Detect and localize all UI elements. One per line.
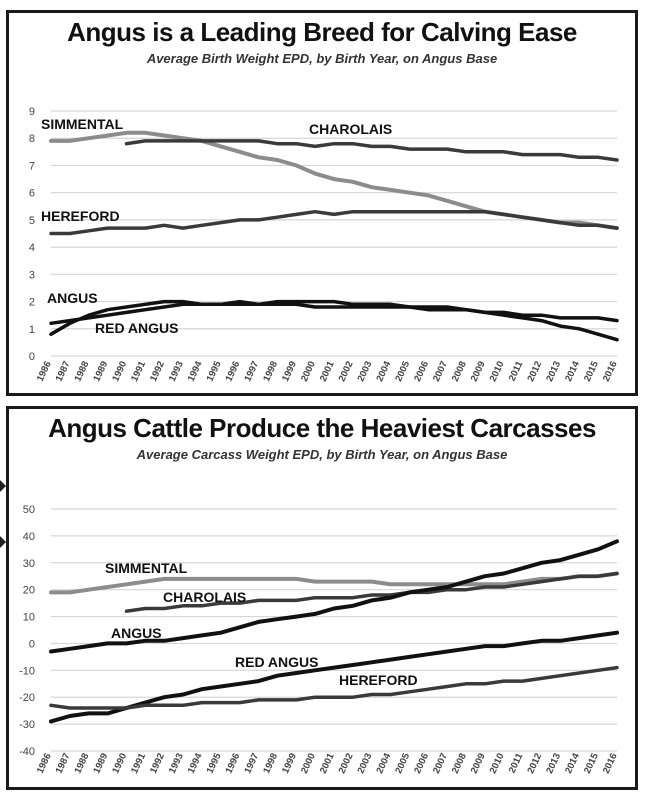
x-tick-label: 2012 [525,751,545,776]
x-tick-label: 1995 [204,359,224,384]
y-tick-label: 4 [28,242,35,255]
x-tick-label: 2004 [374,359,394,384]
chart-title: Angus is a Leading Breed for Calving Ease [67,17,577,47]
x-tick-label: 2009 [468,359,488,384]
x-tick-label: 2006 [412,751,432,776]
x-tick-label: 2010 [487,359,507,384]
x-tick-label: 1988 [72,751,92,776]
series-label: RED ANGUS [95,320,179,336]
x-tick-label: 2010 [487,751,507,776]
series-label: ANGUS [47,290,98,306]
x-tick-label: 1988 [72,359,92,384]
x-tick-label: 1996 [223,359,243,384]
x-tick-label: 1992 [148,751,167,776]
x-tick-label: 2008 [449,359,469,384]
series-line-charolais [127,141,618,160]
x-tick-label: 1994 [185,751,205,776]
x-tick-label: 1991 [129,359,149,384]
x-tick-label: 1993 [166,751,186,776]
x-tick-label: 1990 [110,751,130,776]
carcass-weight-chart-panel [6,406,638,790]
x-tick-label: 2013 [544,359,564,384]
x-tick-label: 2003 [355,751,375,776]
birth-weight-line-chart [9,13,635,393]
x-tick-label: 2007 [431,359,450,384]
x-tick-label: 2015 [581,359,601,384]
x-tick-label: 1989 [91,751,111,776]
series-line-hereford [51,668,617,708]
y-tick-label: 30 [22,557,35,570]
series-label: RED ANGUS [235,654,319,670]
series-line-hereford [51,212,617,234]
y-tick-label: 10 [22,611,35,624]
x-tick-label: 1995 [204,751,224,776]
series-label: SIMMENTAL [105,560,188,576]
x-tick-label: 1997 [242,359,262,384]
x-tick-label: 2001 [317,751,337,776]
x-tick-label: 2005 [393,751,413,776]
chart-subtitle: Average Carcass Weight EPD, by Birth Year, on Angus Base [136,447,508,462]
chart-title: Angus Cattle Produce the Heaviest Carcasses [48,413,596,443]
x-tick-label: 2008 [449,751,469,776]
x-tick-label: 2015 [581,751,601,776]
x-tick-label: 1991 [129,751,149,776]
x-tick-label: 1987 [53,359,73,384]
y-tick-label: 8 [28,133,35,146]
series-label: HEREFORD [339,672,418,688]
x-tick-label: 2004 [374,751,394,776]
x-tick-label: 2016 [600,751,620,776]
y-tick-label: 3 [28,269,35,282]
x-tick-label: 1987 [53,751,73,776]
x-tick-label: 2000 [298,359,318,384]
series-label: CHAROLAIS [163,589,247,605]
x-tick-label: 1992 [148,359,167,384]
series-label: SIMMENTAL [41,116,124,132]
y-tick-label: -10 [19,665,35,678]
x-tick-label: 2006 [412,359,432,384]
x-tick-label: 2002 [336,751,356,776]
x-tick-label: 1996 [223,751,243,776]
x-tick-label: 2014 [563,751,582,776]
y-tick-label: 50 [22,504,35,516]
x-tick-label: 1986 [34,751,54,776]
x-tick-label: 1998 [261,751,281,776]
birth-weight-chart-panel [6,10,638,396]
x-tick-label: 2005 [393,359,413,384]
series-label: CHAROLAIS [309,121,393,137]
x-tick-label: 2003 [355,359,375,384]
x-tick-label: 1999 [280,359,299,384]
y-tick-label: 20 [22,584,35,597]
carcass-weight-line-chart [9,409,635,787]
x-tick-label: 2016 [600,359,620,384]
x-tick-label: 2014 [563,359,582,384]
x-tick-label: 1993 [166,359,186,384]
chart-subtitle: Average Birth Weight EPD, by Birth Year, on Angus Base [146,51,498,66]
y-tick-label: 7 [28,160,35,173]
x-tick-label: 2013 [544,751,564,776]
y-tick-label: 6 [28,187,35,200]
x-tick-label: 2000 [298,751,318,776]
x-tick-label: 2011 [506,751,526,775]
y-tick-label: -40 [19,746,35,758]
x-tick-label: 1989 [91,359,111,384]
x-tick-label: 1999 [280,751,299,776]
x-tick-label: 2011 [506,359,526,383]
y-tick-label: 0 [28,351,35,363]
x-tick-label: 2012 [525,359,545,384]
y-tick-label: 9 [28,106,35,118]
y-tick-label: 1 [28,323,35,336]
x-tick-label: 1998 [261,359,281,384]
y-tick-label: 5 [28,214,35,227]
y-tick-label: -20 [19,692,35,705]
y-tick-label: 0 [28,638,35,651]
x-tick-label: 1994 [185,359,205,384]
y-tick-label: 40 [22,530,35,543]
y-tick-label: -30 [19,719,35,732]
series-label: ANGUS [111,625,162,641]
x-tick-label: 2007 [431,751,450,776]
x-tick-label: 2009 [468,751,488,776]
x-tick-label: 1986 [34,359,54,384]
x-tick-label: 1997 [242,751,262,776]
y-tick-label: 2 [28,296,35,309]
x-tick-label: 1990 [110,359,130,384]
series-label: HEREFORD [41,208,120,224]
x-tick-label: 2002 [336,359,356,384]
x-tick-label: 2001 [317,359,337,384]
